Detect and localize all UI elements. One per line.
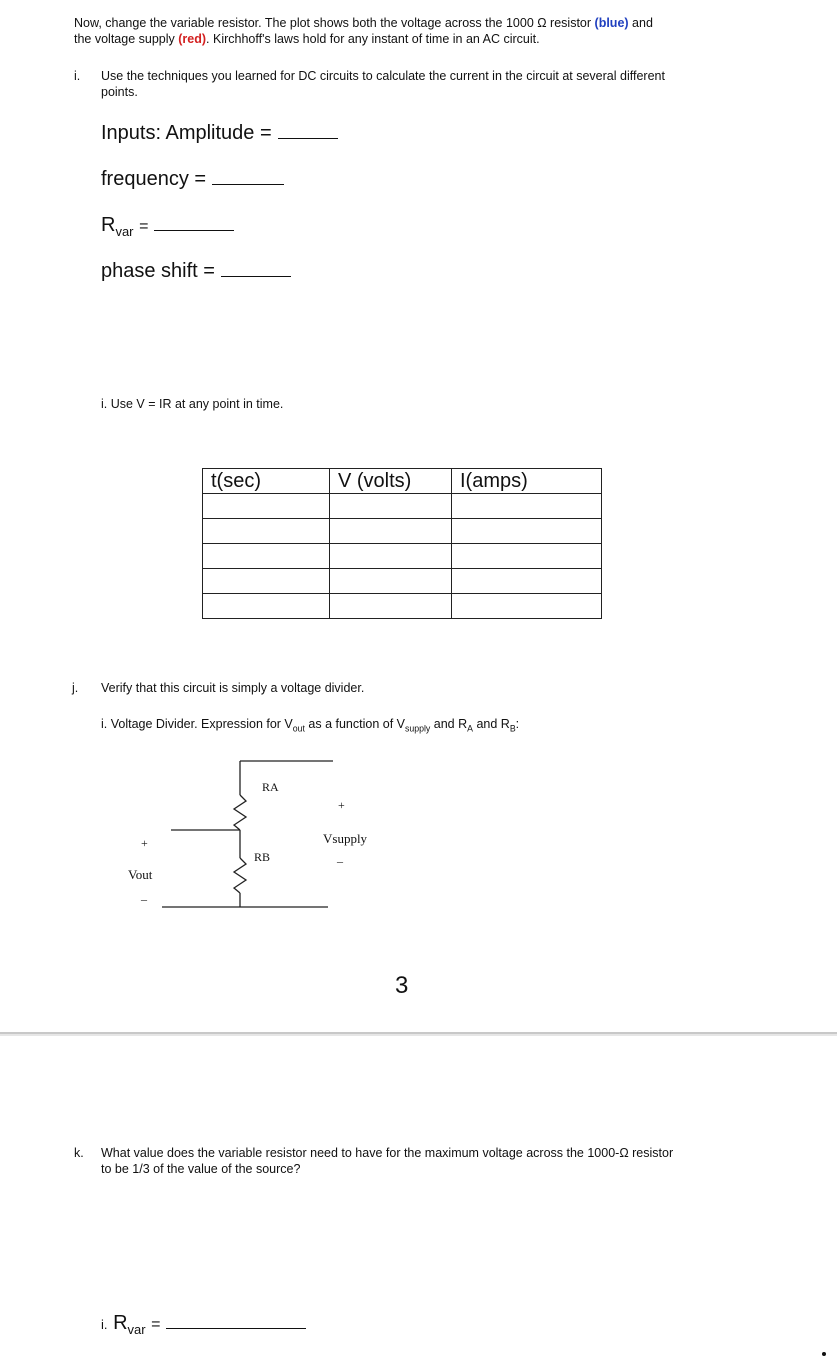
vd-text: as a function of V [304, 717, 405, 731]
vd-subscript: A [467, 723, 473, 734]
item-k-text [101, 1145, 791, 1177]
amplitude-row [101, 120, 338, 145]
phase-blank[interactable] [221, 258, 291, 277]
blue-label: (blue) [594, 16, 629, 30]
table-cell[interactable] [203, 544, 330, 569]
table-row [203, 594, 602, 619]
item-i-line: Use the techniques you learned for DC circuits to calculate the current in the circuit at several different [101, 69, 665, 83]
item-k-line: What value does the variable resistor need to have for the maximum voltage across the 1000-Ω resistor [101, 1146, 674, 1160]
data-table [202, 468, 602, 619]
amplitude-blank[interactable] [278, 120, 338, 139]
rvar-equals: = [139, 218, 149, 235]
red-label: (red) [178, 32, 207, 46]
intro-text: the voltage supply [74, 32, 175, 46]
table-cell[interactable] [330, 494, 452, 519]
item-k-line: to be 1/3 of the value of the source? [101, 1162, 301, 1176]
plus-sign: + [141, 836, 148, 850]
vd-subscript: out [292, 723, 305, 734]
item-k-marker: k. [74, 1146, 84, 1160]
frequency-row [101, 166, 284, 191]
vout-label: Vout [128, 867, 153, 882]
minus-sign: _ [141, 888, 147, 902]
intro-line-1 [74, 15, 774, 31]
intro-paragraph [74, 15, 774, 47]
ra-label: RA [262, 780, 279, 794]
table-cell[interactable] [452, 594, 602, 619]
table-cell[interactable] [452, 494, 602, 519]
page-number: 3 [395, 972, 409, 999]
intro-text: Now, change the variable resistor. The plot shows both the voltage across the 1000 Ω resistor [74, 16, 592, 30]
table-cell[interactable] [330, 569, 452, 594]
answer-k-prefix: i. [101, 1317, 108, 1332]
vd-text: and R [430, 717, 468, 731]
answer-k-r: R [113, 1312, 128, 1334]
table-cell[interactable] [330, 594, 452, 619]
rvar-subscript: var [115, 224, 134, 239]
item-j-text: Verify that this circuit is simply a voltage divider. [101, 681, 365, 695]
table-row [203, 569, 602, 594]
intro-line-2 [74, 31, 774, 47]
table-header: I(amps) [452, 469, 602, 494]
vd-text: : [515, 717, 520, 731]
vd-text: i. Voltage Divider. Expression for V [101, 717, 293, 731]
phase-row [101, 258, 291, 283]
table-cell[interactable] [452, 569, 602, 594]
table-cell[interactable] [203, 494, 330, 519]
table-cell[interactable] [203, 519, 330, 544]
item-i-text [101, 68, 781, 100]
table-header-row [203, 469, 602, 494]
table-cell[interactable] [330, 519, 452, 544]
table-cell[interactable] [452, 544, 602, 569]
table-cell[interactable] [203, 569, 330, 594]
rb-resistor [234, 858, 246, 893]
table-cell[interactable] [330, 544, 452, 569]
item-j-marker: j. [72, 681, 79, 695]
table-cell[interactable] [452, 519, 602, 544]
vsupply-label: Vsupply [323, 831, 368, 846]
use-vir-text: i. Use V = IR at any point in time. [101, 397, 284, 411]
rvar-blank[interactable] [154, 212, 234, 231]
table-row [203, 494, 602, 519]
amplitude-label: Inputs: Amplitude = [101, 122, 272, 144]
rvar-row [101, 212, 234, 239]
table-header: t(sec) [203, 469, 330, 494]
phase-label: phase shift = [101, 260, 215, 282]
stray-dot [822, 1352, 826, 1356]
frequency-label: frequency = [101, 168, 207, 190]
minus-sign: _ [337, 850, 343, 864]
frequency-blank[interactable] [212, 166, 284, 185]
vd-text: and R [472, 717, 510, 731]
answer-k-equals: = [151, 1316, 161, 1333]
answer-k-blank[interactable] [166, 1310, 306, 1329]
page-divider [0, 1034, 837, 1036]
rvar-label: R [101, 214, 116, 236]
table-cell[interactable] [203, 594, 330, 619]
voltage-divider-text [101, 716, 519, 737]
ra-resistor [234, 795, 246, 830]
answer-k-row [101, 1310, 306, 1337]
plus-sign: + [338, 798, 345, 812]
vd-subscript: supply [405, 723, 431, 734]
item-i-marker: i. [74, 69, 81, 83]
table-row [203, 544, 602, 569]
item-i-line: points. [101, 85, 138, 99]
intro-text: and [632, 16, 653, 30]
table-row [203, 519, 602, 544]
intro-text: . Kirchhoff's laws hold for any instant of time in an AC circuit. [206, 32, 540, 46]
vd-subscript: B [509, 723, 516, 734]
table-header: V (volts) [330, 469, 452, 494]
rb-label: RB [254, 850, 271, 864]
answer-k-subscript: var [127, 1322, 146, 1337]
